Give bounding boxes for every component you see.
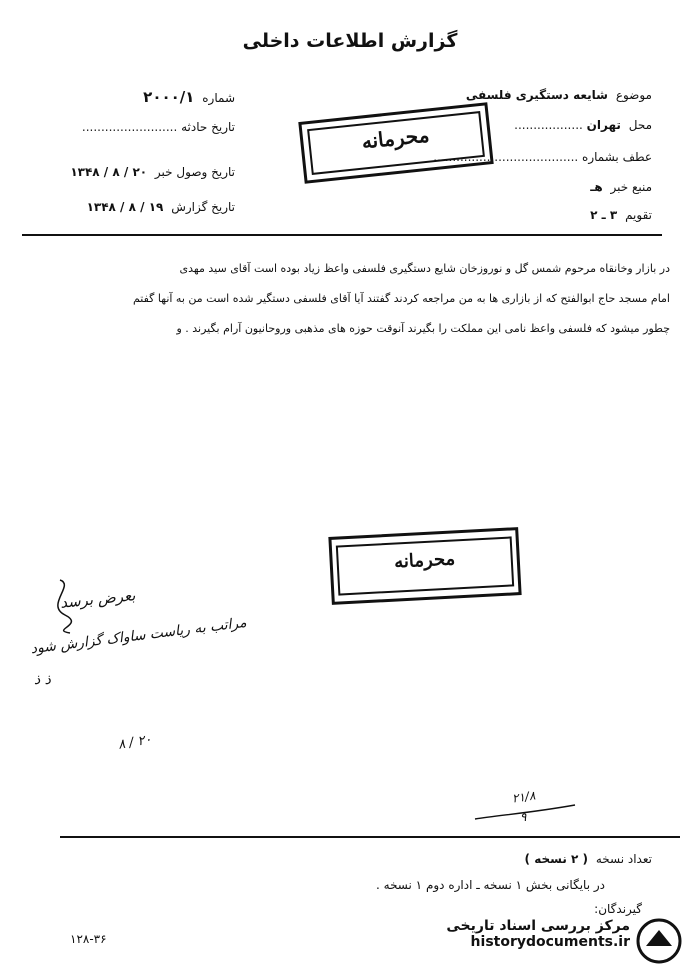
body-line: در بازار وخانقاه مرحوم شمس گل و نوروزخان شایع دستگیری فلسفی واعظ زیاد بوده است آقای سید مهدی	[179, 262, 670, 275]
receipt-date-label: تاریخ وصول خبر	[154, 165, 235, 179]
location-value: تهران	[586, 118, 621, 132]
body-line: امام مسجد حاج ابوالفتح که از بازاری ها به من مراجعه کردند گفتند آیا آقای فلسفی دستگیر شده است من به آنها گفتم	[132, 292, 670, 305]
receipt-date-value: ۲۰ / ۸ / ۱۳۴۸	[70, 165, 148, 179]
subject-label: موضوع	[615, 88, 652, 102]
rating-value: ۳ ـ ۲	[590, 208, 618, 222]
source-field	[590, 180, 652, 194]
document-code: ۱۲۸-۳۶	[70, 932, 107, 946]
rating-field	[590, 208, 652, 222]
source-label: منبع خبر	[610, 180, 652, 194]
source-value: هـ	[590, 180, 603, 194]
handwritten-note-line2: مراتب به ریاست ساواک گزارش شود	[29, 614, 248, 658]
confidential-stamp-top-text: محرمانه	[360, 122, 431, 154]
handwritten-note-line1: بعرض برسد	[59, 586, 137, 612]
logo-title: مرکز بررسی اسناد تاریخی	[446, 918, 630, 934]
receipt-date-field	[70, 165, 235, 179]
handwritten-note-date: ۲۰ / ۸	[116, 732, 153, 753]
handwritten-signature-icon	[470, 785, 580, 825]
confidential-stamp-bottom	[328, 527, 521, 605]
archive-logo	[400, 918, 630, 950]
handwritten-sign-num: ۹	[520, 810, 527, 824]
subject-field	[466, 88, 652, 102]
copies-field	[525, 852, 652, 866]
copies-label: تعداد نسخه	[595, 852, 652, 866]
number-label: شماره	[202, 91, 235, 105]
confidential-stamp-top	[298, 102, 493, 184]
header-divider	[22, 234, 662, 236]
recipients-label: گیرندگان:	[594, 902, 642, 916]
report-date-value: ۱۹ / ۸ / ۱۳۴۸	[86, 200, 164, 214]
subject-value: شایعه دستگیری فلسفی	[465, 88, 608, 102]
footer-divider	[60, 836, 680, 838]
location-label: محل	[628, 118, 652, 132]
number-value: ۲۰۰۰/۱	[143, 88, 195, 106]
report-title: گزارش اطلاعات داخلی	[242, 30, 458, 52]
number-field	[143, 88, 235, 106]
report-date-label: تاریخ گزارش	[171, 200, 235, 214]
archive-text: در بایگانی بخش ۱ نسخه ـ اداره دوم ۱ نسخه .	[376, 878, 605, 892]
handwritten-note-initial: ذ ذ	[34, 672, 51, 688]
confidential-stamp-bottom-text: محرمانه	[393, 548, 456, 573]
handwritten-sign-date: ۲۱/۸	[511, 788, 537, 806]
event-date-label: تاریخ حادثه	[181, 120, 235, 134]
event-date-field: تاریخ حادثه .........................	[81, 120, 235, 134]
logo-url: historydocuments.ir	[470, 934, 630, 950]
rating-label: تقویم	[625, 208, 652, 222]
archive-emblem-icon	[634, 916, 684, 966]
location-field: محل تهران ..................	[514, 118, 652, 132]
attachment-label: عطف بشماره	[582, 150, 652, 164]
report-date-field	[87, 200, 235, 214]
signature-scribble-icon	[40, 575, 80, 635]
body-line: چطور میشود که فلسفی واعظ نامی این مملکت را بگیرند آنوقت حوزه های مذهبی وروحانیون آرام بگیرند . و	[176, 322, 670, 335]
copies-value: ( ۲ نسخه )	[524, 852, 589, 866]
attachment-field: عطف بشماره ......................................	[433, 150, 652, 164]
